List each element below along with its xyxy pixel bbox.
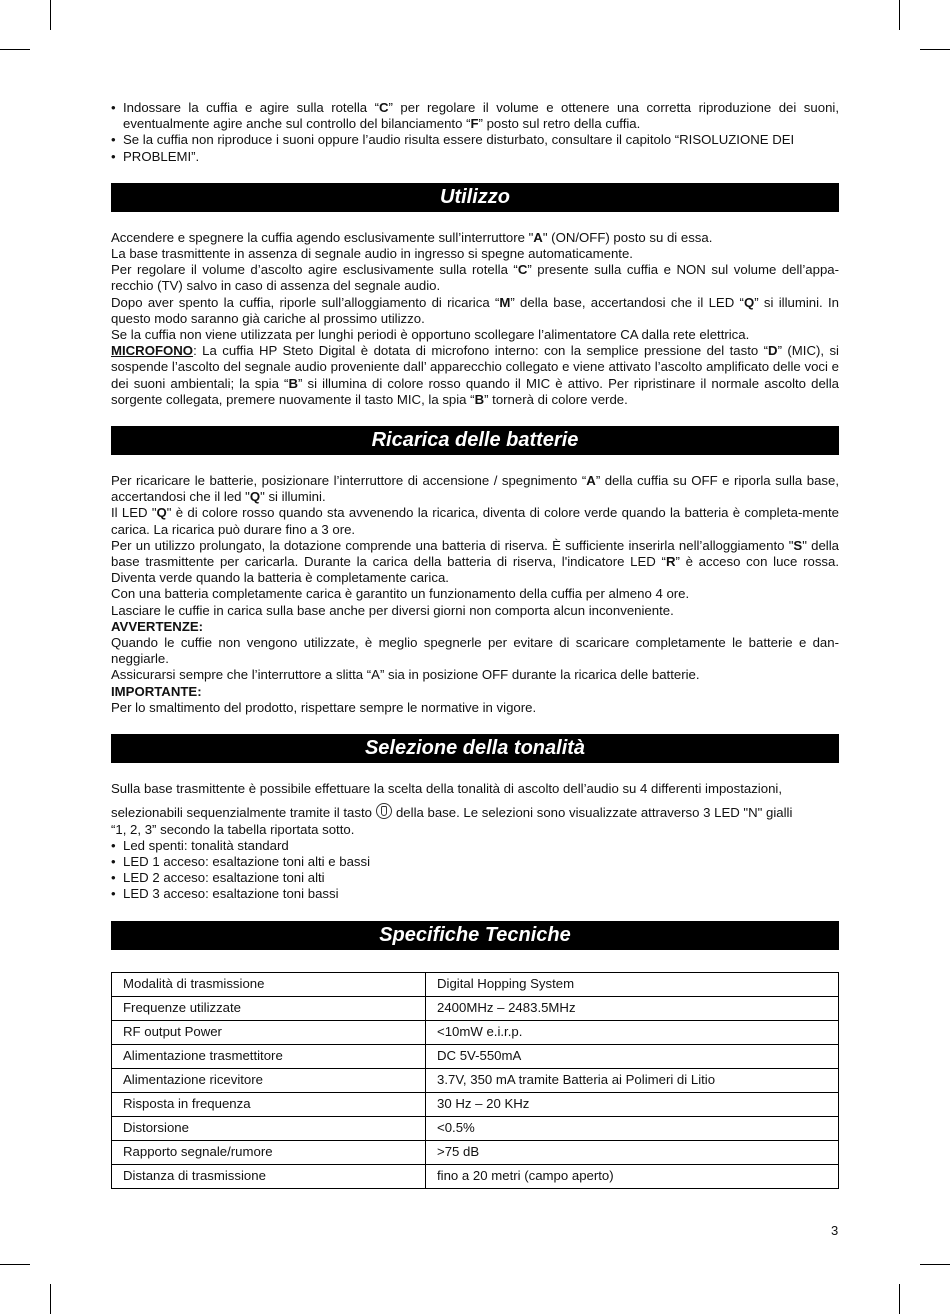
spec-label: Alimentazione ricevitore: [112, 1068, 426, 1092]
spec-label: Risposta in frequenza: [112, 1092, 426, 1116]
paragraph: Lasciare le cuffie in carica sulla base anche per diversi giorni non comporta alcun inconveniente.: [111, 602, 674, 618]
crop-mark: [920, 49, 950, 50]
spec-value: Digital Hopping System: [426, 972, 839, 996]
crop-mark: [0, 1264, 30, 1265]
crop-mark: [899, 0, 900, 30]
spec-label: Distorsione: [112, 1116, 426, 1140]
spec-table: [111, 972, 839, 1189]
table-row: [112, 1044, 839, 1068]
list-item: • LED 3 acceso: esaltazione toni bassi: [111, 886, 839, 902]
page-content: [111, 100, 839, 1189]
table-row: [112, 1020, 839, 1044]
paragraph: Se la cuffia non viene utilizzata per lunghi periodi è opportuno scollegare l’alimentatore CA dalla rete elettrica.: [111, 327, 750, 343]
list-item: • LED 1 acceso: esaltazione toni alti e bassi: [111, 854, 839, 870]
spec-label: Frequenze utilizzate: [112, 996, 426, 1020]
spec-value: fino a 20 metri (campo aperto): [426, 1164, 839, 1188]
paragraph: Per ricaricare le batterie, posizionare l’interruttore di accensione / spegnimento “A” della cuffia su OFF e riporla sulla base, accertandosi che il led "Q" si illumini.: [111, 473, 839, 505]
section-header-utilizzo: Utilizzo: [111, 183, 839, 212]
table-row: [112, 1116, 839, 1140]
crop-mark: [0, 49, 30, 50]
spec-value: >75 dB: [426, 1140, 839, 1164]
section-header-tonalita: Selezione della tonalità: [111, 734, 839, 763]
microfono-label: MICROFONO: [111, 343, 194, 359]
paragraph: Per un utilizzo prolungato, la dotazione comprende una batteria di riserva. È sufficiente inserirla nell’alloggiamento "S" della base trasmittente per caricarla. Durante la carica della batteria di riserva, l'indicatore LED “R” è acceso con luce rossa. Diventa verde quando la batteria è completamente carica.: [111, 537, 839, 586]
page-number: 3: [831, 1223, 839, 1238]
spec-value: 30 Hz – 20 KHz: [426, 1092, 839, 1116]
paragraph: Dopo aver spento la cuffia, riporle sull’alloggiamento di ricarica “M” della base, accertandosi che il LED “Q” si illumini. In questo modo saranno già cariche al prossimo utilizzo.: [111, 294, 840, 326]
paragraph: Per lo smaltimento del prodotto, rispettare sempre le normative in vigore.: [111, 699, 537, 715]
paragraph: Il LED "Q" è di colore rosso quando sta avvenendo la ricarica, diventa di colore verde quando la batteria è completa-mente carica. La ricarica può durare fino a 3 ore.: [111, 505, 839, 537]
ricarica-body: [111, 473, 839, 716]
list-item: • LED 2 acceso: esaltazione toni alti: [111, 870, 839, 886]
table-row: [112, 1140, 839, 1164]
spec-label: Rapporto segnale/rumore: [112, 1140, 426, 1164]
crop-mark: [920, 1264, 950, 1265]
paragraph: Sulla base trasmittente è possibile effettuare la scelta della tonalità di ascolto dell’audio su 4 differenti impostazioni,: [111, 781, 783, 797]
paragraph: Per regolare il volume d’ascolto agire esclusivamente sulla rotella “C” presente sulla cuffia e NON sul volume dell’appa-recchio (TV) salvo in caso di assenza del segnale audio.: [111, 262, 840, 294]
section-header-specifiche: Specifiche Tecniche: [111, 921, 839, 950]
paragraph: Quando le cuffie non vengono utilizzate, è meglio spegnerle per evitare di scaricare completamente le batterie e dan-neggiarle.: [111, 635, 839, 667]
spec-value: <10mW e.i.r.p.: [426, 1020, 839, 1044]
paragraph: selezionabili sequenzialmente tramite il tasto della base. Le selezioni sono visualizzate attraverso 3 LED "N" gialli: [111, 805, 793, 821]
paragraph: Accendere e spegnere la cuffia agendo esclusivamente sull’interruttore "A" (ON/OFF) posto su di essa.: [111, 229, 713, 245]
spec-label: Modalità di trasmissione: [112, 972, 426, 996]
paragraph: “1, 2, 3” secondo la tabella riportata sotto.: [111, 821, 355, 837]
table-row: [112, 1092, 839, 1116]
spec-value: <0.5%: [426, 1116, 839, 1140]
spec-value: DC 5V-550mA: [426, 1044, 839, 1068]
tone-list: [111, 838, 839, 903]
spec-label: Distanza di trasmissione: [112, 1164, 426, 1188]
important-heading: IMPORTANTE:: [111, 683, 202, 699]
paragraph: La base trasmittente in assenza di segnale audio in ingresso si spegne automaticamente.: [111, 246, 633, 262]
crop-mark: [50, 1284, 51, 1314]
tonalita-body: [111, 781, 839, 902]
list-item: • PROBLEMI”.: [111, 149, 839, 165]
utilizzo-body: [111, 230, 839, 408]
spec-value: 2400MHz – 2483.5MHz: [426, 996, 839, 1020]
crop-mark: [50, 0, 51, 30]
spec-label: Alimentazione trasmettitore: [112, 1044, 426, 1068]
list-item: • Led spenti: tonalità standard: [111, 838, 839, 854]
table-row: [112, 1164, 839, 1188]
warning-heading: AVVERTENZE:: [111, 618, 204, 634]
spec-label: RF output Power: [112, 1020, 426, 1044]
table-row: [112, 996, 839, 1020]
crop-mark: [899, 1284, 900, 1314]
intro-list: [111, 100, 839, 165]
section-header-ricarica: Ricarica delle batterie: [111, 426, 839, 455]
spec-value: 3.7V, 350 mA tramite Batteria ai Polimeri di Litio: [426, 1068, 839, 1092]
list-item: • Indossare la cuffia e agire sulla rotella “C” per regolare il volume e ottenere una corretta riproduzione dei suoni, eventualmente agire anche sul controllo del bilanciamento “F” posto sul retro della cuffia.: [111, 100, 839, 132]
paragraph: Assicurarsi sempre che l’interruttore a slitta “A” sia in posizione OFF durante la ricarica delle batterie.: [111, 667, 700, 683]
list-item: • Se la cuffia non riproduce i suoni oppure l’audio risulta essere disturbato, consultare il capitolo “RISOLUZIONE DEI: [111, 132, 839, 148]
tone-button-icon: [376, 803, 392, 819]
paragraph: Con una batteria completamente carica è garantito un funzionamento della cuffia per almeno 4 ore.: [111, 586, 690, 602]
table-row: [112, 1068, 839, 1092]
table-row: [112, 972, 839, 996]
paragraph: MICROFONO: La cuffia HP Steto Digital è dotata di microfono interno: con la semplice pressione del tasto “D” (MIC), si sospende l’ascolto del segnale audio proveniente dall’ apparecchio collegato e viene attivato l’ascolto amplificato delle voci e dei suoni ambientali; la spia “B” si illumina di colore rosso quando il MIC è attivo. Per ripristinare il normale ascolto della sorgente collegata, premere nuovamente il tasto MIC, la spia “B” tornerà di colore verde.: [111, 343, 839, 407]
